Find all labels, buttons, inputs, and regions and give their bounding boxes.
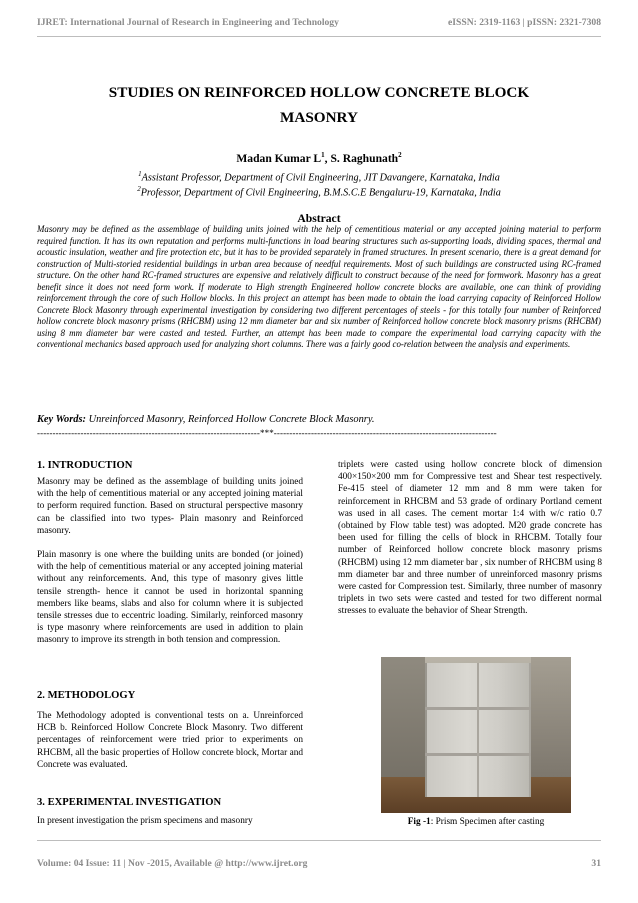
abstract-body: Masonry may be defined as the assemblage of building units joined with the help of cementitious material or any accepted joining material to perform required function. It has its own reputation and performs multi-functions in load bearing structures such as-supporting loads, dividing spaces, thermal and acoustic insulation, weather and fire protection etc, but it has to be provided separately in framed structures. In present scenario, there is a great demand for construction of Multi-storied residential buildings in urban area because of needful requirements. Most of such buildings are constructed using RC-framed structure. On the other hand RC-framed structures are expensive and relatively difficult to construct because of the need for formwork. Masonry has a great benefit since it does not need form work. If moderate to High strength Engineered hollow concrete blocks are available, one can think of providing reinforcement through the core of such Hollow blocks. In this project an attempt has been made to obtain the load carrying capacity of Reinforced Hollow Concrete Block Masonry through experimental investigation by considering two different percentages of steels - for this totally four number of Reinforced hollow concrete block masonry prisms (RHCBM) using 12 mm diameter bar and six number of Reinforced hollow concrete block masonry prisms (RHCBM) using 8 mm diameter bar were casted and tested. Further, an attempt has been made to compare the experimental load carrying capacity with the conventional mechanics based approach used for analyzing short columns. There was a fairly good co-relation between the analysis and experiments. [37, 224, 601, 349]
affiliation-2 [37, 185, 601, 198]
experimental-paragraph [37, 815, 303, 827]
affiliation-2-text: Professor, Department of Civil Engineering, B.M.S.C.E Bengaluru-19, Karnataka, India [140, 187, 501, 199]
right-column-text: triplets were casted using hollow concrete block of dimension 400×150×200 mm for Compressive test and Shear test respectively. Fe-415 steel of diameter 12 mm and 8 mm were taken for reinforcement in RHCBM and 53 grade of ordinary Portland cement was used in all cases. The cement mortar 1:4 with w/c ratio 0.7 (obtained by Flow table test) was adopted. M20 grade concrete has been used for filling the cells of block in RHCBM. Totally four number of Reinforced hollow concrete block masonry prisms (RHCBM) using 12 mm diameter bar , six number of RHCBM using 8 mm diameter bar and three number of unreinforced masonry prisms were casted for Compression test. Similarly, three number of masonry triplets in two sets were casted and tested for two different normal stresses to evaluate the behavior of Shear Strength. [338, 460, 602, 617]
running-footer [37, 858, 601, 869]
keywords [37, 414, 601, 425]
affiliation-1 [37, 170, 601, 183]
author-separator: , [324, 151, 331, 165]
abstract-heading: Abstract [297, 212, 341, 225]
figure-caption-text: : Prism Specimen after casting [430, 817, 545, 827]
title-line-2: MASONRY [280, 109, 358, 126]
footer-volume: Volume: 04 Issue: 11 | Nov -2015, Available @ http://www.ijret.org [37, 858, 308, 869]
header-rule [37, 36, 601, 37]
intro-paragraph-2 [37, 549, 303, 647]
experimental-text: In present investigation the prism specimens and masonry [37, 816, 253, 826]
paper-title [37, 80, 601, 130]
intro-text-1: Masonry may be defined as the assemblage of building units joined with the help of cementitious material or any accepted joining material to perform required function. Based on structural perspective masonry can be classified into two types- Plain masonry and Reinforced masonry. [37, 477, 303, 536]
experimental-heading: 3. EXPERIMENTAL INVESTIGATION [37, 797, 222, 808]
vertical-joint [477, 663, 479, 797]
prism-specimen-photo [381, 657, 571, 813]
keywords-text: Unreinforced Masonry, Reinforced Hollow Concrete Block Masonry. [85, 414, 375, 425]
keywords-label: Key Words: [37, 414, 86, 425]
methodology-heading: 2. METHODOLOGY [37, 690, 136, 701]
author-2: S. Raghunath [330, 151, 399, 165]
title-line-1: STUDIES ON REINFORCED HOLLOW CONCRETE BLOCK [108, 84, 530, 101]
footer-rule [37, 840, 601, 841]
issn-numbers: eISSN: 2319-1163 | pISSN: 2321-7308 [448, 17, 601, 28]
figure-label: Fig -1 [407, 817, 431, 827]
intro-text-2: Plain masonry is one where the building units are bonded (or joined) with the help of cementitious material or any accepted joining material without any reinforcements. And, this type of masonry gives little tensile strength- hence it cannot be used in horizontal spanning members like beams, slabs and also for column where it is subjected tensile stresses due to eccentric loading. Similarly, reinforced masonry is type masonry where reinforcements are used in addition to plain masonry to improve its strength in both tension and compression. [37, 550, 303, 646]
page-number: 31 [591, 858, 601, 869]
intro-heading: 1. INTRODUCTION [37, 460, 133, 471]
author-1: Madan Kumar L [236, 151, 322, 165]
affiliation-1-text: Assistant Professor, Department of Civil Engineering, JIT Davangere, Karnataka, India [141, 172, 500, 184]
photo-background-right [531, 657, 571, 777]
journal-name: IJRET: International Journal of Research in Engineering and Technology [37, 17, 339, 28]
affiliation-1-mark: 1 [138, 170, 142, 178]
figure-caption [381, 817, 571, 827]
methodology-text: The Methodology adopted is conventional tests on a. Unreinforced HCB b. Reinforced Hollow Concrete Block Masonry. Two different percentages of reinforcement were tried prior to experiments on RHCBM, all the basic properties of Hollow concrete block, Mortar and Concrete was evaluated. [37, 711, 303, 770]
methodology-paragraph [37, 710, 303, 771]
affiliation-2-mark: 2 [137, 185, 141, 193]
running-header [37, 17, 601, 31]
author-1-mark: 1 [321, 151, 325, 159]
author-list [37, 151, 601, 165]
right-column-paragraph [338, 459, 602, 618]
intro-paragraph-1 [37, 476, 303, 537]
author-2-mark: 2 [398, 151, 402, 159]
section-separator: ------------------------------------------------------------------------***------------------------------------------------------------------------ [37, 428, 497, 438]
